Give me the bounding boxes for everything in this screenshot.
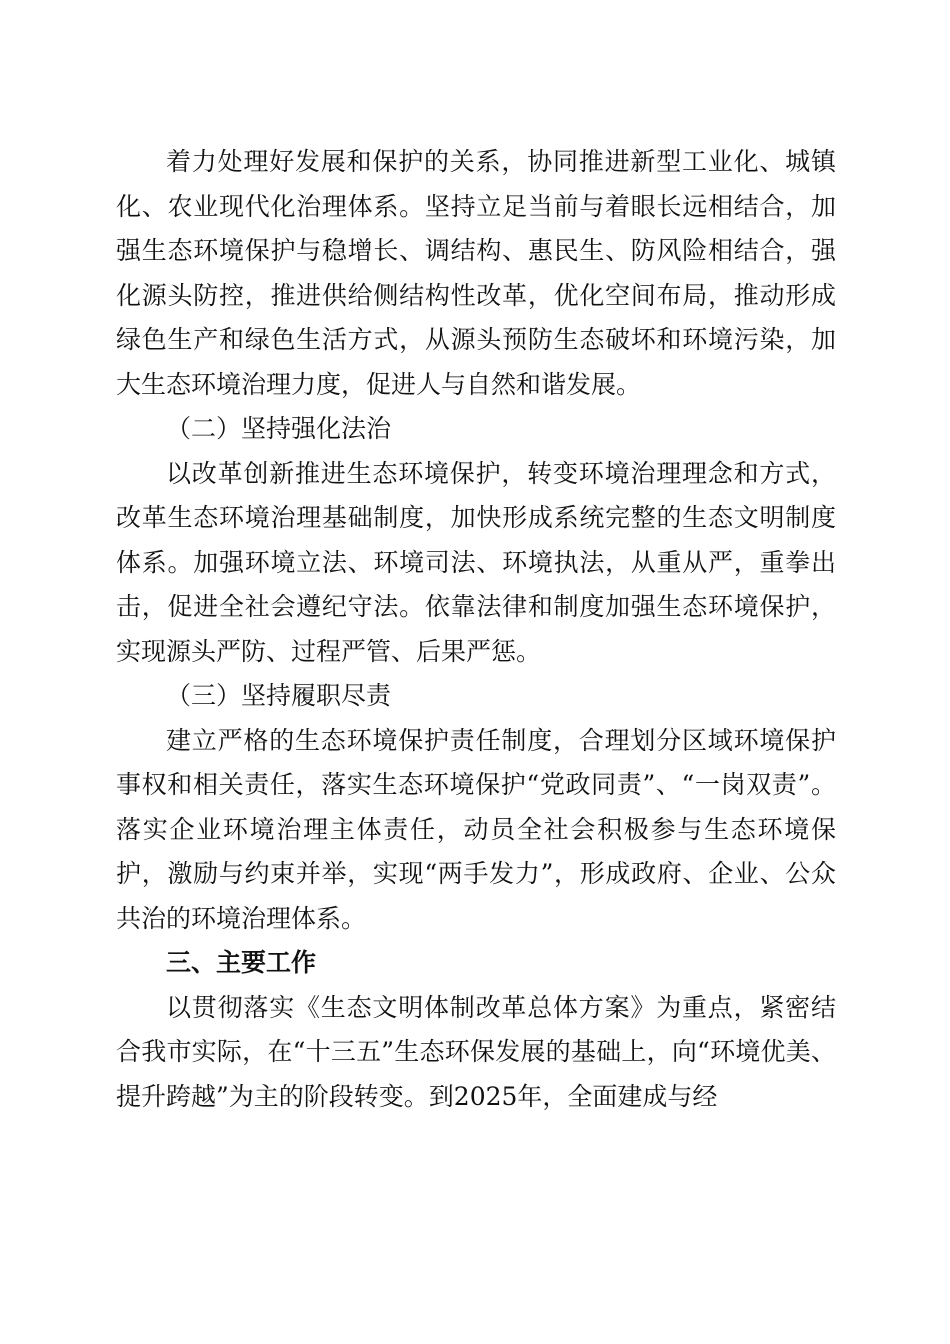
section-heading-main-work: 三、主要工作 (166, 948, 317, 977)
subheading-rule-of-law: （二）坚持强化法治 (166, 414, 392, 443)
paragraph-duty: 建立严格的生态环境保护责任制度，合理划分区域环境保护事权和相关责任，落实生态环境保护“党政同责”、“一岗双责”。落实企业环境治理主体责任，动员全社会积极参与生态环境保护，激励与约束并举，实现“两手发力”，形成政府、企业、公众共治的环境治理体系。 (116, 725, 836, 933)
paragraph-rule-of-law: 以改革创新推进生态环境保护，转变环境治理理念和方式，改革生态环境治理基础制度，加快形成系统完整的生态文明制度体系。加强环境立法、环境司法、环境执法，从重从严，重拳出击，促进全社会遵纪守法。依靠法律和制度加强生态环境保护，实现源头严防、过程严管、后果严惩。 (116, 458, 836, 666)
subheading-duty: （三）坚持履职尽责 (166, 681, 392, 710)
paragraph-development-protection: 着力处理好发展和保护的关系，协同推进新型工业化、城镇化、农业现代化治理体系。坚持立足当前与着眼长远相结合，加强生态环境保护与稳增长、调结构、惠民生、防风险相结合，强化源头防控，推进供给侧结构性改革，优化空间布局，推动形成绿色生产和绿色生活方式，从源头预防生态破坏和环境污染，加大生态环境治理力度，促进人与自然和谐发展。 (116, 147, 836, 399)
document-body (116, 140, 836, 1119)
paragraph-main-work: 以贯彻落实《生态文明体制改革总体方案》为重点，紧密结合我市实际，在“十三五”生态环保发展的基础上，向“环境优美、提升跨越”为主的阶段转变。到2025年，全面建成与经 (116, 992, 836, 1111)
